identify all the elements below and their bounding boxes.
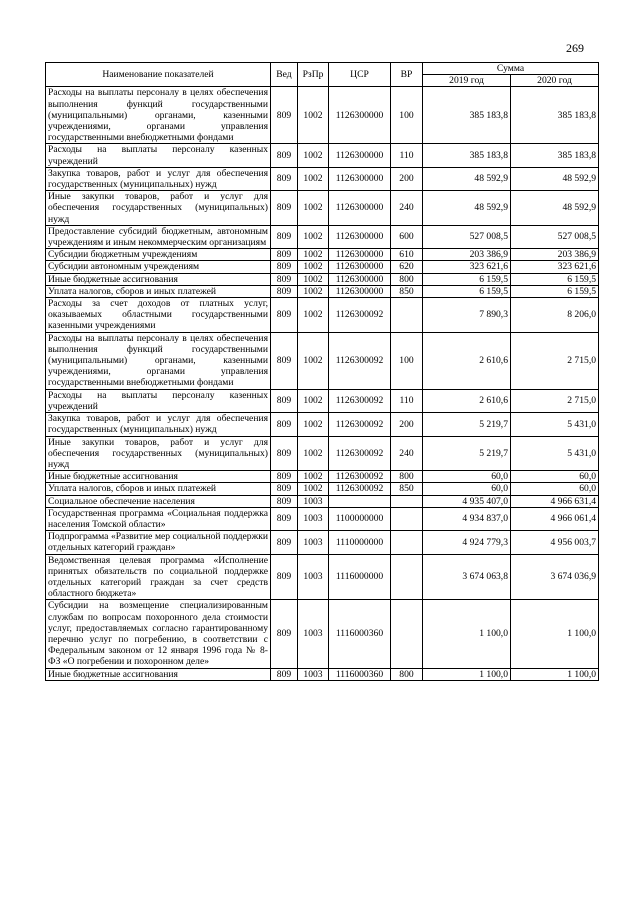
cell-sum-2019: 3 674 063,8 bbox=[423, 554, 511, 600]
cell-vr bbox=[391, 507, 423, 530]
cell-sum-2020: 6 159,5 bbox=[511, 273, 599, 285]
cell-vr: 100 bbox=[391, 332, 423, 389]
cell-name: Субсидии на возмещение специализированным службам по вопросам похоронного дела стоимости услуг, предоставляемых согласно гарантированному перечню услуг по погребению, в соответствии с Федеральным законом от 12 января 1996 года № 8-ФЗ «О погребении и похоронном деле» bbox=[46, 600, 271, 668]
cell-vr: 800 bbox=[391, 273, 423, 285]
cell-name: Расходы на выплаты персоналу казенных учреждений bbox=[46, 389, 271, 412]
table-row bbox=[46, 413, 599, 436]
table-row bbox=[46, 273, 599, 285]
cell-sum-2020: 4 956 003,7 bbox=[511, 531, 599, 554]
table-row bbox=[46, 600, 599, 668]
cell-sum-2020: 527 008,5 bbox=[511, 225, 599, 248]
cell-rzpr: 1002 bbox=[298, 191, 329, 226]
cell-name: Ведомственная целевая программа «Исполнение принятых обязательств по социальной поддержке отдельных категорий граждан за счет средств областного бюджета» bbox=[46, 554, 271, 600]
cell-sum-2020: 48 592,9 bbox=[511, 167, 599, 190]
cell-sum-2020: 2 715,0 bbox=[511, 389, 599, 412]
cell-rzpr: 1002 bbox=[298, 298, 329, 333]
cell-sum-2019: 2 610,6 bbox=[423, 332, 511, 389]
cell-sum-2019: 60,0 bbox=[423, 483, 511, 495]
cell-ved: 809 bbox=[271, 531, 298, 554]
cell-vr bbox=[391, 531, 423, 554]
cell-sum-2019: 527 008,5 bbox=[423, 225, 511, 248]
cell-sum-2020: 60,0 bbox=[511, 471, 599, 483]
cell-sum-2019: 4 934 837,0 bbox=[423, 507, 511, 530]
cell-sum-2019: 1 100,0 bbox=[423, 668, 511, 680]
cell-sum-2019: 385 183,8 bbox=[423, 144, 511, 167]
cell-rzpr: 1002 bbox=[298, 389, 329, 412]
cell-rzpr: 1003 bbox=[298, 495, 329, 507]
table-row bbox=[46, 332, 599, 389]
cell-vr bbox=[391, 298, 423, 333]
cell-rzpr: 1003 bbox=[298, 600, 329, 668]
table-row bbox=[46, 554, 599, 600]
cell-rzpr: 1002 bbox=[298, 332, 329, 389]
cell-rzpr: 1003 bbox=[298, 668, 329, 680]
cell-ved: 809 bbox=[271, 167, 298, 190]
cell-rzpr: 1002 bbox=[298, 285, 329, 297]
table-row bbox=[46, 167, 599, 190]
cell-sum-2019: 48 592,9 bbox=[423, 167, 511, 190]
table-row bbox=[46, 144, 599, 167]
cell-sum-2020: 5 431,0 bbox=[511, 413, 599, 436]
cell-vr: 110 bbox=[391, 389, 423, 412]
table-row bbox=[46, 389, 599, 412]
cell-sum-2020: 8 206,0 bbox=[511, 298, 599, 333]
cell-name: Расходы за счет доходов от платных услуг, оказываемых областными государственными казенными учреждениями bbox=[46, 298, 271, 333]
cell-ved: 809 bbox=[271, 261, 298, 273]
table-row bbox=[46, 483, 599, 495]
cell-rzpr: 1002 bbox=[298, 167, 329, 190]
header-sum: Сумма bbox=[423, 63, 599, 75]
cell-csr: 1126300092 bbox=[329, 413, 391, 436]
cell-vr bbox=[391, 600, 423, 668]
cell-ved: 809 bbox=[271, 413, 298, 436]
cell-rzpr: 1002 bbox=[298, 413, 329, 436]
cell-sum-2020: 385 183,8 bbox=[511, 87, 599, 144]
cell-vr bbox=[391, 495, 423, 507]
table-row bbox=[46, 87, 599, 144]
cell-ved: 809 bbox=[271, 389, 298, 412]
cell-rzpr: 1003 bbox=[298, 531, 329, 554]
cell-sum-2019: 4 935 407,0 bbox=[423, 495, 511, 507]
cell-csr: 1116000360 bbox=[329, 600, 391, 668]
cell-name: Иные бюджетные ассигнования bbox=[46, 273, 271, 285]
cell-vr: 100 bbox=[391, 87, 423, 144]
cell-sum-2020: 5 431,0 bbox=[511, 436, 599, 471]
cell-csr: 1126300000 bbox=[329, 225, 391, 248]
cell-name: Социальное обеспечение населения bbox=[46, 495, 271, 507]
cell-name: Уплата налогов, сборов и иных платежей bbox=[46, 285, 271, 297]
cell-sum-2020: 48 592,9 bbox=[511, 191, 599, 226]
header-year-2019: 2019 год bbox=[423, 75, 511, 87]
cell-ved: 809 bbox=[271, 285, 298, 297]
cell-csr: 1100000000 bbox=[329, 507, 391, 530]
cell-csr bbox=[329, 495, 391, 507]
table-row bbox=[46, 191, 599, 226]
cell-sum-2019: 385 183,8 bbox=[423, 87, 511, 144]
table-row bbox=[46, 495, 599, 507]
cell-vr: 610 bbox=[391, 249, 423, 261]
cell-sum-2020: 4 966 061,4 bbox=[511, 507, 599, 530]
cell-rzpr: 1002 bbox=[298, 261, 329, 273]
cell-rzpr: 1002 bbox=[298, 249, 329, 261]
cell-rzpr: 1002 bbox=[298, 87, 329, 144]
cell-csr: 1126300000 bbox=[329, 167, 391, 190]
table-row bbox=[46, 225, 599, 248]
cell-name: Иные закупки товаров, работ и услуг для обеспечения государственных (муниципальных) нужд bbox=[46, 191, 271, 226]
table-row bbox=[46, 285, 599, 297]
cell-name: Субсидии автономным учреждениям bbox=[46, 261, 271, 273]
cell-sum-2019: 6 159,5 bbox=[423, 273, 511, 285]
cell-sum-2019: 323 621,6 bbox=[423, 261, 511, 273]
header-year-2020: 2020 год bbox=[511, 75, 599, 87]
cell-csr: 1126300000 bbox=[329, 285, 391, 297]
cell-csr: 1126300092 bbox=[329, 471, 391, 483]
cell-vr: 850 bbox=[391, 285, 423, 297]
cell-csr: 1126300092 bbox=[329, 483, 391, 495]
cell-vr: 200 bbox=[391, 167, 423, 190]
cell-vr: 800 bbox=[391, 668, 423, 680]
cell-ved: 809 bbox=[271, 495, 298, 507]
cell-name: Иные закупки товаров, работ и услуг для обеспечения государственных (муниципальных) нужд bbox=[46, 436, 271, 471]
cell-csr: 1126300000 bbox=[329, 144, 391, 167]
table-row bbox=[46, 471, 599, 483]
cell-name: Закупка товаров, работ и услуг для обеспечения государственных (муниципальных) нужд bbox=[46, 167, 271, 190]
cell-csr: 1126300000 bbox=[329, 249, 391, 261]
cell-ved: 809 bbox=[271, 436, 298, 471]
cell-vr: 600 bbox=[391, 225, 423, 248]
table-row bbox=[46, 261, 599, 273]
cell-sum-2020: 4 966 631,4 bbox=[511, 495, 599, 507]
table-row bbox=[46, 507, 599, 530]
cell-vr: 110 bbox=[391, 144, 423, 167]
cell-vr: 620 bbox=[391, 261, 423, 273]
cell-sum-2019: 60,0 bbox=[423, 471, 511, 483]
cell-name: Расходы на выплаты персоналу в целях обеспечения выполнения функций государственными (муниципальными) органами, казенными учреждениями, органами управления государственными внебюджетными фондами bbox=[46, 87, 271, 144]
table-row bbox=[46, 668, 599, 680]
cell-vr: 850 bbox=[391, 483, 423, 495]
cell-ved: 809 bbox=[271, 225, 298, 248]
cell-sum-2020: 1 100,0 bbox=[511, 668, 599, 680]
cell-sum-2019: 6 159,5 bbox=[423, 285, 511, 297]
cell-rzpr: 1002 bbox=[298, 273, 329, 285]
budget-table bbox=[45, 62, 599, 681]
cell-sum-2020: 60,0 bbox=[511, 483, 599, 495]
cell-ved: 809 bbox=[271, 600, 298, 668]
cell-name: Субсидии бюджетным учреждениям bbox=[46, 249, 271, 261]
cell-sum-2019: 4 924 779,3 bbox=[423, 531, 511, 554]
cell-sum-2019: 7 890,3 bbox=[423, 298, 511, 333]
cell-sum-2020: 3 674 036,9 bbox=[511, 554, 599, 600]
cell-rzpr: 1003 bbox=[298, 554, 329, 600]
cell-ved: 809 bbox=[271, 332, 298, 389]
cell-ved: 809 bbox=[271, 298, 298, 333]
cell-rzpr: 1002 bbox=[298, 483, 329, 495]
cell-rzpr: 1002 bbox=[298, 471, 329, 483]
header-rzpr: РзПр bbox=[298, 63, 329, 87]
cell-name: Подпрограмма «Развитие мер социальной поддержки отдельных категорий граждан» bbox=[46, 531, 271, 554]
cell-csr: 1126300092 bbox=[329, 389, 391, 412]
cell-sum-2019: 2 610,6 bbox=[423, 389, 511, 412]
table-row bbox=[46, 249, 599, 261]
cell-ved: 809 bbox=[271, 471, 298, 483]
cell-csr: 1126300000 bbox=[329, 261, 391, 273]
cell-csr: 1126300092 bbox=[329, 298, 391, 333]
cell-csr: 1126300000 bbox=[329, 191, 391, 226]
cell-ved: 809 bbox=[271, 507, 298, 530]
cell-csr: 1126300092 bbox=[329, 332, 391, 389]
cell-csr: 1116000000 bbox=[329, 554, 391, 600]
cell-name: Закупка товаров, работ и услуг для обеспечения государственных (муниципальных) нужд bbox=[46, 413, 271, 436]
cell-rzpr: 1002 bbox=[298, 144, 329, 167]
table-row bbox=[46, 298, 599, 333]
header-vr: ВР bbox=[391, 63, 423, 87]
table-row bbox=[46, 436, 599, 471]
cell-sum-2020: 6 159,5 bbox=[511, 285, 599, 297]
table-body bbox=[46, 87, 599, 680]
cell-ved: 809 bbox=[271, 273, 298, 285]
cell-name: Государственная программа «Социальная поддержка населения Томской области» bbox=[46, 507, 271, 530]
cell-vr bbox=[391, 554, 423, 600]
cell-ved: 809 bbox=[271, 144, 298, 167]
header-name: Наименование показателей bbox=[46, 63, 271, 87]
cell-ved: 809 bbox=[271, 554, 298, 600]
cell-csr: 1126300000 bbox=[329, 273, 391, 285]
cell-sum-2019: 1 100,0 bbox=[423, 600, 511, 668]
cell-rzpr: 1002 bbox=[298, 436, 329, 471]
cell-sum-2020: 385 183,8 bbox=[511, 144, 599, 167]
cell-name: Иные бюджетные ассигнования bbox=[46, 668, 271, 680]
cell-name: Расходы на выплаты персоналу в целях обеспечения выполнения функций государственными (муниципальными) органами, казенными учреждениями, органами управления государственными внебюджетными фондами bbox=[46, 332, 271, 389]
cell-csr: 1126300000 bbox=[329, 87, 391, 144]
table-row bbox=[46, 531, 599, 554]
page-number: 269 bbox=[566, 41, 584, 55]
cell-sum-2020: 323 621,6 bbox=[511, 261, 599, 273]
cell-sum-2020: 203 386,9 bbox=[511, 249, 599, 261]
cell-ved: 809 bbox=[271, 483, 298, 495]
cell-ved: 809 bbox=[271, 87, 298, 144]
header-ved: Вед bbox=[271, 63, 298, 87]
cell-sum-2019: 203 386,9 bbox=[423, 249, 511, 261]
cell-ved: 809 bbox=[271, 249, 298, 261]
cell-rzpr: 1002 bbox=[298, 225, 329, 248]
cell-ved: 809 bbox=[271, 668, 298, 680]
cell-sum-2019: 5 219,7 bbox=[423, 436, 511, 471]
cell-sum-2020: 1 100,0 bbox=[511, 600, 599, 668]
header-csr: ЦСР bbox=[329, 63, 391, 87]
cell-rzpr: 1003 bbox=[298, 507, 329, 530]
cell-name: Уплата налогов, сборов и иных платежей bbox=[46, 483, 271, 495]
cell-csr: 1126300092 bbox=[329, 436, 391, 471]
cell-name: Расходы на выплаты персоналу казенных учреждений bbox=[46, 144, 271, 167]
cell-vr: 800 bbox=[391, 471, 423, 483]
cell-csr: 1110000000 bbox=[329, 531, 391, 554]
cell-vr: 200 bbox=[391, 413, 423, 436]
cell-name: Предоставление субсидий бюджетным, автономным учреждениям и иным некоммерческим организациям bbox=[46, 225, 271, 248]
cell-sum-2019: 48 592,9 bbox=[423, 191, 511, 226]
cell-csr: 1116000360 bbox=[329, 668, 391, 680]
cell-vr: 240 bbox=[391, 191, 423, 226]
cell-vr: 240 bbox=[391, 436, 423, 471]
cell-ved: 809 bbox=[271, 191, 298, 226]
cell-name: Иные бюджетные ассигнования bbox=[46, 471, 271, 483]
cell-sum-2019: 5 219,7 bbox=[423, 413, 511, 436]
cell-sum-2020: 2 715,0 bbox=[511, 332, 599, 389]
